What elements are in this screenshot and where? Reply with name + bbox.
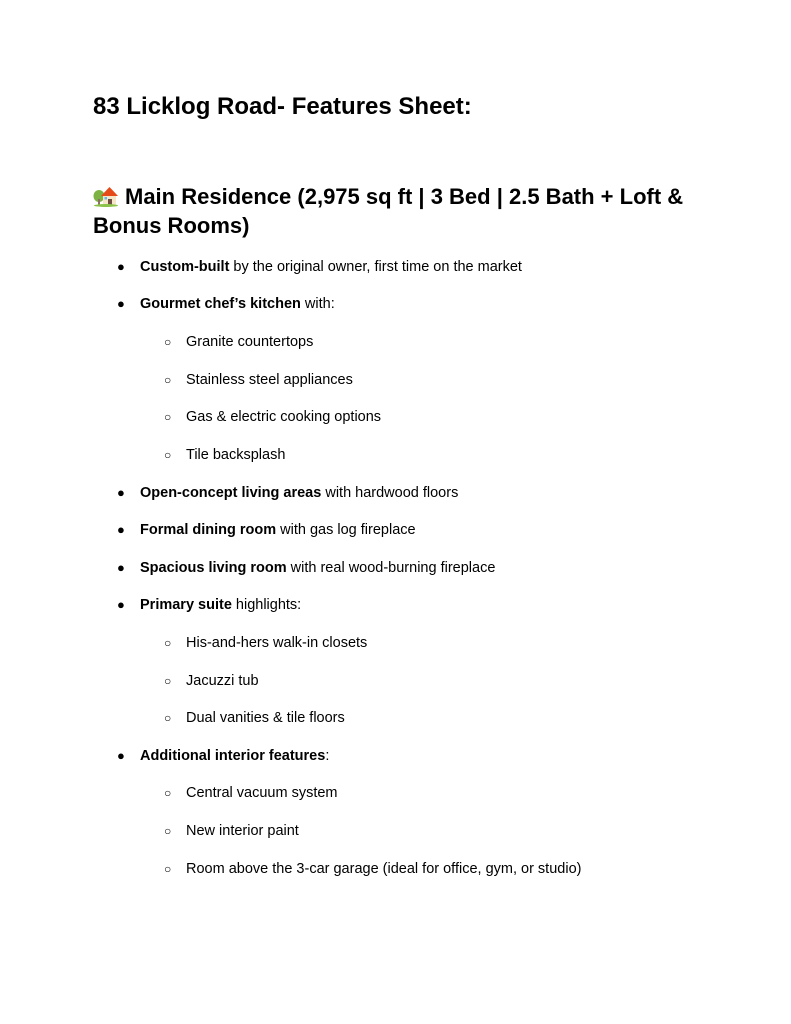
bullet-filled: ● xyxy=(117,259,125,274)
list-item xyxy=(117,596,302,614)
list-subitem xyxy=(164,672,259,690)
list-subitem xyxy=(164,784,338,802)
list-subitem xyxy=(164,333,314,351)
list-item-text: with: xyxy=(300,296,335,312)
section-heading-text: Main Residence (2,975 sq ft | 3 Bed | 2.5 Bath + Loft & Bonus Rooms) xyxy=(93,184,684,238)
list-subitem xyxy=(164,408,382,426)
list-subitem-text: Stainless steel appliances xyxy=(186,372,353,388)
bullet-hollow: ○ xyxy=(164,335,172,349)
bullet-hollow: ○ xyxy=(164,786,172,800)
section-heading-main-residence xyxy=(93,182,733,240)
list-subitem-text: Jacuzzi tub xyxy=(186,673,259,689)
list-item-text: with hardwood floors xyxy=(321,485,459,501)
bullet-hollow: ○ xyxy=(164,373,172,387)
bullet-filled: ● xyxy=(117,522,125,537)
list-item-text: with real wood-burning fireplace xyxy=(286,560,496,576)
list-item-bold: Custom-built xyxy=(140,259,230,275)
list-item xyxy=(117,521,416,539)
bullet-hollow: ○ xyxy=(164,448,172,462)
list-subitem xyxy=(164,634,368,652)
list-subitem xyxy=(164,446,286,464)
list-item xyxy=(117,258,522,276)
list-subitem xyxy=(164,709,345,727)
list-subitem-text: Gas & electric cooking options xyxy=(186,409,382,425)
list-item-bold: Additional interior features xyxy=(140,748,326,764)
list-item-text: : xyxy=(325,748,330,764)
list-subitem-text: Room above the 3-car garage (ideal for office, gym, or studio) xyxy=(186,861,582,877)
list-subitem-text: Dual vanities & tile floors xyxy=(186,710,345,726)
list-subitem xyxy=(164,860,582,878)
bullet-filled: ● xyxy=(117,560,125,575)
list-subitem-text: New interior paint xyxy=(186,823,299,839)
list-subitem-text: His-and-hers walk-in closets xyxy=(186,635,368,651)
list-item xyxy=(117,484,459,502)
list-subitem xyxy=(164,822,299,840)
list-subitem-text: Granite countertops xyxy=(186,334,314,350)
list-subitem xyxy=(164,371,353,389)
document-title: 83 Licklog Road- Features Sheet: xyxy=(93,93,472,120)
list-subitem-text: Central vacuum system xyxy=(186,785,338,801)
bullet-hollow: ○ xyxy=(164,824,172,838)
bullet-filled: ● xyxy=(117,597,125,612)
list-item-bold: Spacious living room xyxy=(140,560,287,576)
list-item-text: with gas log fireplace xyxy=(276,522,416,538)
list-item-text: by the original owner, first time on the market xyxy=(229,259,522,275)
list-item-bold: Open-concept living areas xyxy=(140,485,322,501)
list-item-text: highlights: xyxy=(231,597,302,613)
bullet-hollow: ○ xyxy=(164,674,172,688)
list-item-bold: Gourmet chef’s kitchen xyxy=(140,296,301,312)
bullet-filled: ● xyxy=(117,748,125,763)
bullet-filled: ● xyxy=(117,296,125,311)
bullet-hollow: ○ xyxy=(164,636,172,650)
list-item xyxy=(117,747,330,765)
list-item xyxy=(117,295,335,313)
list-subitem-text: Tile backsplash xyxy=(186,447,286,463)
bullet-hollow: ○ xyxy=(164,711,172,725)
house-with-garden-icon xyxy=(93,183,119,207)
list-item-bold: Formal dining room xyxy=(140,522,277,538)
list-item-bold: Primary suite xyxy=(140,597,232,613)
bullet-hollow: ○ xyxy=(164,862,172,876)
bullet-hollow: ○ xyxy=(164,410,172,424)
list-item xyxy=(117,559,496,577)
bullet-filled: ● xyxy=(117,485,125,500)
